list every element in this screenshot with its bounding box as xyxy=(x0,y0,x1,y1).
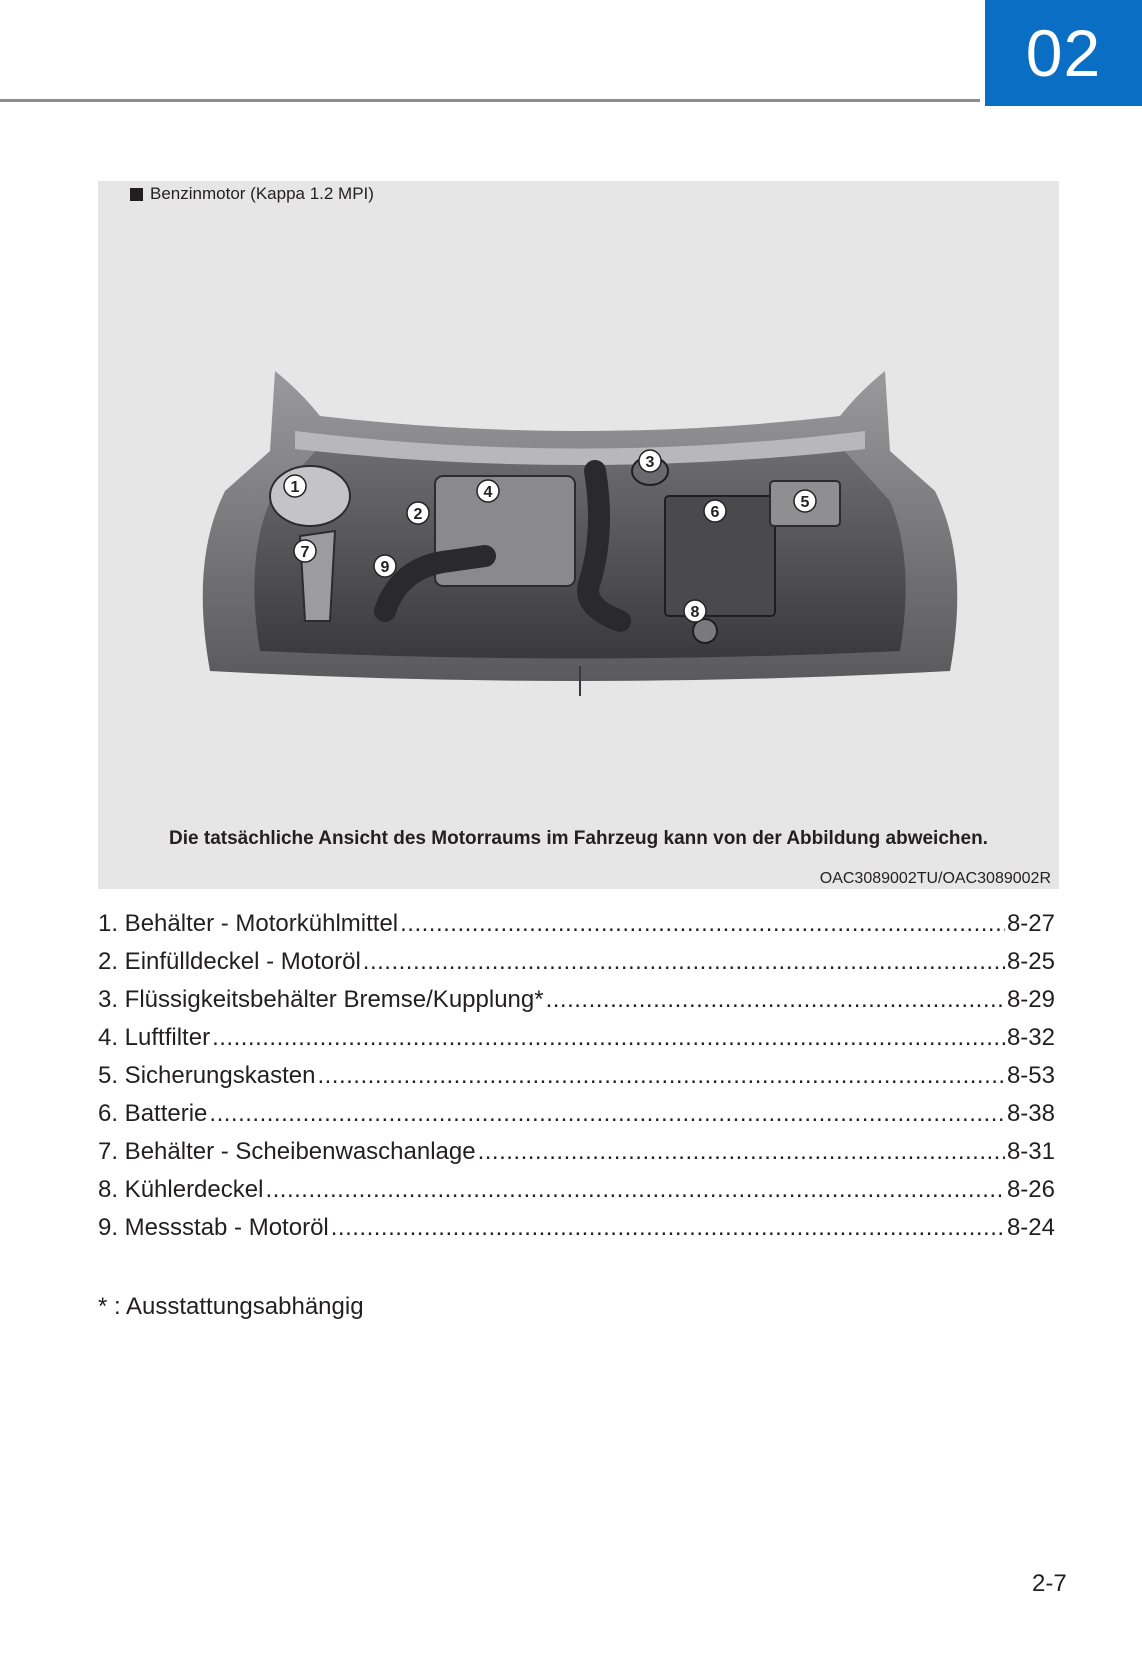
svg-text:2: 2 xyxy=(413,506,423,523)
dot-leader xyxy=(400,910,1005,938)
part-page-ref: 8-32 xyxy=(1006,1024,1055,1051)
svg-text:8: 8 xyxy=(690,604,700,621)
svg-text:4: 4 xyxy=(483,484,493,501)
svg-text:7: 7 xyxy=(300,544,310,561)
svg-text:1: 1 xyxy=(290,479,300,496)
dot-leader xyxy=(363,948,1005,976)
part-page-ref: 8-53 xyxy=(1006,1062,1055,1089)
parts-list-item xyxy=(98,948,1055,986)
parts-list-item xyxy=(98,1214,1055,1252)
part-label: 1. Behälter - Motorkühlmittel xyxy=(98,910,399,937)
engine-bay-illustration xyxy=(150,331,1010,761)
dot-leader xyxy=(331,1214,1005,1242)
figure-caption: Die tatsächliche Ansicht des Motorraums im Fahrzeug kann von der Abbildung abweichen. xyxy=(169,828,988,849)
svg-text:9: 9 xyxy=(380,559,390,576)
svg-text:5: 5 xyxy=(800,494,810,511)
part-label: 9. Messstab - Motoröl xyxy=(98,1214,329,1241)
dot-leader xyxy=(546,986,1005,1014)
part-label: 7. Behälter - Scheibenwaschanlage xyxy=(98,1138,476,1165)
part-label: 5. Sicherungskasten xyxy=(98,1062,316,1089)
parts-list-item xyxy=(98,1024,1055,1062)
chapter-tab: 02 xyxy=(985,0,1142,106)
part-label: 2. Einfülldeckel - Motoröl xyxy=(98,948,361,975)
dot-leader xyxy=(212,1024,1005,1052)
figure-box xyxy=(98,181,1059,889)
svg-text:3: 3 xyxy=(645,454,655,471)
part-page-ref: 8-31 xyxy=(1006,1138,1055,1165)
callout-4 xyxy=(477,480,499,502)
parts-list xyxy=(98,910,1055,1252)
engine-label xyxy=(130,184,374,204)
bullet-square-icon xyxy=(130,188,143,201)
callout-5 xyxy=(794,490,816,512)
header-rule xyxy=(0,99,980,102)
parts-list-item xyxy=(98,1062,1055,1100)
part-label: 3. Flüssigkeitsbehälter Bremse/Kupplung* xyxy=(98,986,544,1013)
page-number: 2-7 xyxy=(1032,1570,1067,1597)
part-page-ref: 8-29 xyxy=(1006,986,1055,1013)
dot-leader xyxy=(317,1062,1004,1090)
part-page-ref: 8-24 xyxy=(1006,1214,1055,1241)
part-page-ref: 8-25 xyxy=(1006,948,1055,975)
callout-6 xyxy=(704,500,726,522)
parts-list-item xyxy=(98,910,1055,948)
part-label: 8. Kühlerdeckel xyxy=(98,1176,264,1203)
figure-code: OAC3089002TU/OAC3089002R xyxy=(819,870,1051,887)
parts-list-item xyxy=(98,1138,1055,1176)
callout-2 xyxy=(407,502,429,524)
engine-label-text: Benzinmotor (Kappa 1.2 MPI) xyxy=(150,184,374,203)
svg-text:6: 6 xyxy=(710,504,720,521)
callout-3 xyxy=(639,450,661,472)
parts-list-item xyxy=(98,1176,1055,1214)
callout-8 xyxy=(684,600,706,622)
part-page-ref: 8-27 xyxy=(1006,910,1055,937)
part-page-ref: 8-26 xyxy=(1006,1176,1055,1203)
callout-9 xyxy=(374,555,396,577)
dot-leader xyxy=(265,1176,1005,1204)
parts-list-item xyxy=(98,1100,1055,1138)
footnote: * : Ausstattungsabhängig xyxy=(98,1293,364,1320)
part-label: 6. Batterie xyxy=(98,1100,208,1127)
callout-1 xyxy=(284,475,306,497)
part-page-ref: 8-38 xyxy=(1006,1100,1055,1127)
part-label: 4. Luftfilter xyxy=(98,1024,211,1051)
dot-leader xyxy=(478,1138,1005,1166)
callout-7 xyxy=(294,540,316,562)
parts-list-item xyxy=(98,986,1055,1024)
dot-leader xyxy=(209,1100,1005,1128)
